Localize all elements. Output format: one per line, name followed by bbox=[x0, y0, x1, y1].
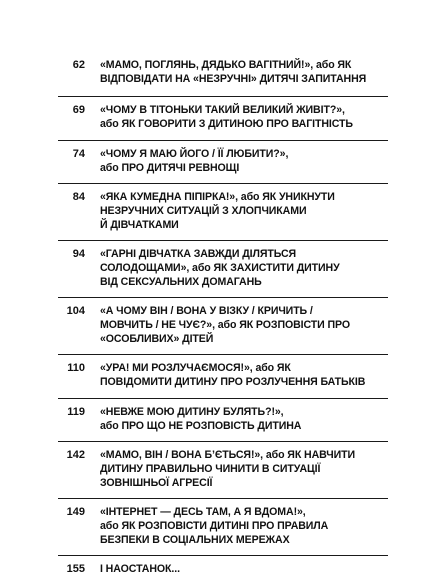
toc-entry[interactable] bbox=[58, 241, 388, 298]
page-number: 69 bbox=[72, 104, 85, 116]
page-number: 74 bbox=[72, 148, 85, 160]
entry-title: «МАМО, ПОГЛЯНЬ, ДЯДЬКО ВАГІТНИЙ!», або ЯК ВІДПОВІДАТИ НА «НЕЗРУЧНІ» ДИТЯЧІ ЗАПИТАННЯ bbox=[100, 59, 367, 85]
page-number: 142 bbox=[66, 449, 85, 461]
toc-entry[interactable] bbox=[58, 184, 388, 241]
entry-title: «ЧОМУ В ТІТОНЬКИ ТАКИЙ ВЕЛИКИЙ ЖИВІТ?», або ЯК ГОВОРИТИ З ДИТИНОЮ ПРО ВАГІТНІСТЬ bbox=[100, 104, 353, 130]
page-number: 84 bbox=[72, 191, 85, 203]
page-number: 155 bbox=[66, 563, 85, 575]
page-number: 62 bbox=[72, 59, 85, 71]
page-number: 149 bbox=[66, 506, 85, 518]
page-number: 94 bbox=[72, 248, 85, 260]
toc-entry[interactable] bbox=[58, 442, 388, 499]
toc-entry[interactable] bbox=[58, 97, 388, 141]
entry-title: «НЕВЖЕ МОЮ ДИТИНУ БУЛЯТЬ?!», або ПРО ЩО НЕ РОЗПОВІСТЬ ДИТИНА bbox=[100, 406, 302, 432]
page-number: 110 bbox=[67, 362, 85, 374]
entry-title: «МАМО, ВІН / ВОНА Б’ЄТЬСЯ!», або ЯК НАВЧИТИ ДИТИНУ ПРАВИЛЬНО ЧИНИТИ В СИТУАЦІЇ ЗОВНІШНЬОЇ АГРЕСІЇ bbox=[100, 449, 356, 489]
entry-title: «ЯКА КУМЕДНА ПІПІРКА!», або ЯК УНИКНУТИ НЕЗРУЧНИХ СИТУАЦІЙ З ХЛОПЧИКАМИ Й ДІВЧАТКАМИ bbox=[100, 191, 335, 231]
toc-entry[interactable] bbox=[58, 399, 388, 442]
toc-entry[interactable] bbox=[58, 52, 388, 97]
entry-title: «ІНТЕРНЕТ — ДЕСЬ ТАМ, А Я ВДОМА!», або ЯК РОЗПОВІСТИ ДИТИНІ ПРО ПРАВИЛА БЕЗПЕКИ В СОЦІАЛЬНИХ МЕРЕЖАХ bbox=[100, 506, 329, 546]
entry-title: «ГАРНІ ДІВЧАТКА ЗАВЖДИ ДІЛЯТЬСЯ СОЛОДОЩАМИ», або ЯК ЗАХИСТИТИ ДИТИНУ ВІД СЕКСУАЛЬНИХ ДОМАГАНЬ bbox=[100, 248, 340, 288]
entry-title: «А ЧОМУ ВІН / ВОНА У ВІЗКУ / КРИЧИТЬ / МОВЧИТЬ / НЕ ЧУЄ?», або ЯК РОЗПОВІСТИ ПРО «ОСОБЛИВИХ» ДІТЕЙ bbox=[100, 305, 350, 345]
entry-title: «ЧОМУ Я МАЮ ЙОГО / ЇЇ ЛЮБИТИ?», або ПРО ДИТЯЧІ РЕВНОЩІ bbox=[100, 148, 289, 174]
table-of-contents bbox=[58, 52, 388, 582]
toc-entry[interactable] bbox=[58, 355, 388, 399]
page-number: 119 bbox=[67, 406, 85, 418]
toc-entry[interactable] bbox=[58, 499, 388, 556]
toc-entry[interactable] bbox=[58, 141, 388, 184]
entry-title: І НАОСТАНОК... bbox=[100, 563, 180, 575]
page-number: 104 bbox=[66, 305, 85, 317]
toc-entry[interactable] bbox=[58, 556, 388, 582]
toc-entry[interactable] bbox=[58, 298, 388, 355]
entry-title: «УРА! МИ РОЗЛУЧАЄМОСЯ!», або ЯК ПОВІДОМИТИ ДИТИНУ ПРО РОЗЛУЧЕННЯ БАТЬКІВ bbox=[100, 362, 366, 388]
